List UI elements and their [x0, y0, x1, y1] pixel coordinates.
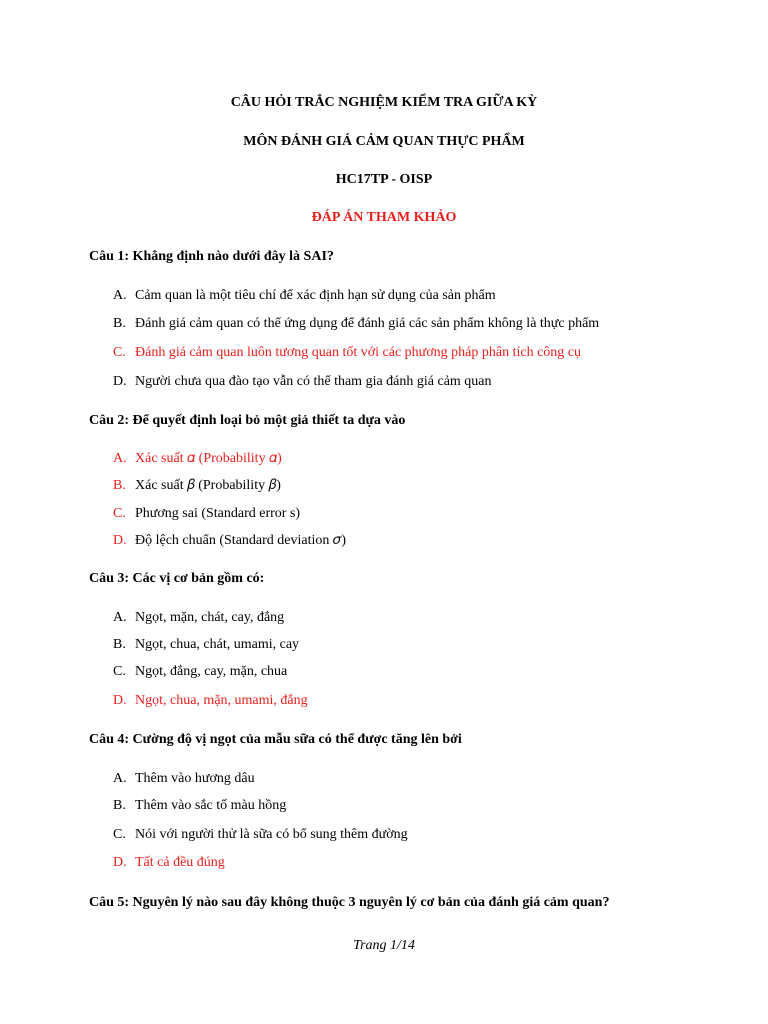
- option-letter: D.: [113, 374, 127, 389]
- option-text: Đánh giá cảm quan có thể ứng dụng để đánh giá các sản phẩm không là thực phẩm: [135, 316, 600, 331]
- option-letter: C.: [113, 506, 126, 521]
- option-text: Đánh giá cảm quan luôn tương quan tốt với các phương pháp phân tích công cụ: [135, 345, 581, 360]
- option-text: Tất cả đều đúng: [135, 855, 225, 870]
- option-text: Người chưa qua đào tạo vẫn có thể tham gia đánh giá cảm quan: [135, 374, 492, 389]
- option-text: Nói với người thử là sữa có bổ sung thêm đường: [135, 827, 408, 842]
- option-text: Ngọt, chua, mặn, umami, đắng: [135, 693, 308, 708]
- question-1-title: Câu 1: Khẳng định nào dưới đây là SAI?: [89, 249, 334, 264]
- question-1-option-a: [113, 287, 496, 305]
- option-letter: A.: [113, 451, 127, 466]
- question-4-option-b: [113, 797, 286, 815]
- option-letter: B.: [113, 798, 126, 813]
- option-letter: B.: [113, 637, 126, 652]
- answer-key-title: ĐÁP ÁN THAM KHẢO: [311, 210, 457, 225]
- question-4-option-c: [113, 826, 408, 844]
- option-text: Phương sai (Standard error s): [135, 506, 301, 521]
- exam-title: CÂU HỎI TRẮC NGHIỆM KIỂM TRA GIỮA KỲ: [230, 95, 538, 110]
- option-text: Thêm vào sắc tố màu hồng: [135, 798, 287, 813]
- question-2-option-c: [113, 505, 300, 523]
- question-4-option-a: [113, 770, 255, 788]
- subject-title: MÔN ĐÁNH GIÁ CẢM QUAN THỰC PHẨM: [243, 134, 525, 149]
- option-text: Độ lệch chuẩn (Standard deviation 𝜎): [135, 533, 347, 548]
- option-text: Xác suất 𝛼 (Probability 𝛼): [135, 451, 282, 466]
- option-text: Xác suất 𝛽 (Probability 𝛽): [135, 478, 281, 493]
- question-1-option-d: [113, 373, 492, 391]
- question-2-option-d: [113, 532, 346, 550]
- question-5-title: Câu 5: Nguyên lý nào sau đây không thuộc 3 nguyên lý cơ bản của đánh giá cảm quan?: [89, 895, 610, 910]
- option-letter: A.: [113, 288, 127, 303]
- option-letter: C.: [113, 664, 126, 679]
- question-1-option-b: [113, 315, 599, 333]
- option-text: Cảm quan là một tiêu chí để xác định hạn sử dụng của sản phẩm: [135, 288, 496, 303]
- option-letter: D.: [113, 533, 127, 548]
- option-text: Thêm vào hương dâu: [135, 771, 255, 786]
- option-letter: A.: [113, 771, 127, 786]
- question-3-option-b: [113, 636, 299, 654]
- option-text: Ngọt, đắng, cay, mặn, chua: [135, 664, 288, 679]
- class-code: HC17TP - OISP: [335, 172, 433, 187]
- question-2-option-b: [113, 477, 281, 495]
- question-3-title: Câu 3: Các vị cơ bản gồm có:: [89, 571, 265, 586]
- option-letter: D.: [113, 855, 127, 870]
- page-number: Trang 1/14: [353, 938, 415, 953]
- option-letter: B.: [113, 478, 126, 493]
- question-2-option-a: [113, 450, 282, 468]
- question-4-title: Câu 4: Cường độ vị ngọt của mẫu sữa có thể được tăng lên bởi: [89, 732, 462, 747]
- question-4-option-d: [113, 854, 225, 872]
- option-text: Ngọt, chua, chát, umami, cay: [135, 637, 300, 652]
- option-letter: A.: [113, 610, 127, 625]
- question-1-option-c: [113, 344, 581, 362]
- question-2-title: Câu 2: Để quyết định loại bỏ một giả thiết ta dựa vào: [89, 413, 406, 428]
- question-3-option-c: [113, 663, 287, 681]
- option-text: Ngọt, mặn, chát, cay, đắng: [135, 610, 285, 625]
- option-letter: D.: [113, 693, 127, 708]
- option-letter: B.: [113, 316, 126, 331]
- option-letter: C.: [113, 827, 126, 842]
- option-letter: C.: [113, 345, 126, 360]
- question-3-option-d: [113, 692, 308, 710]
- question-3-option-a: [113, 609, 284, 627]
